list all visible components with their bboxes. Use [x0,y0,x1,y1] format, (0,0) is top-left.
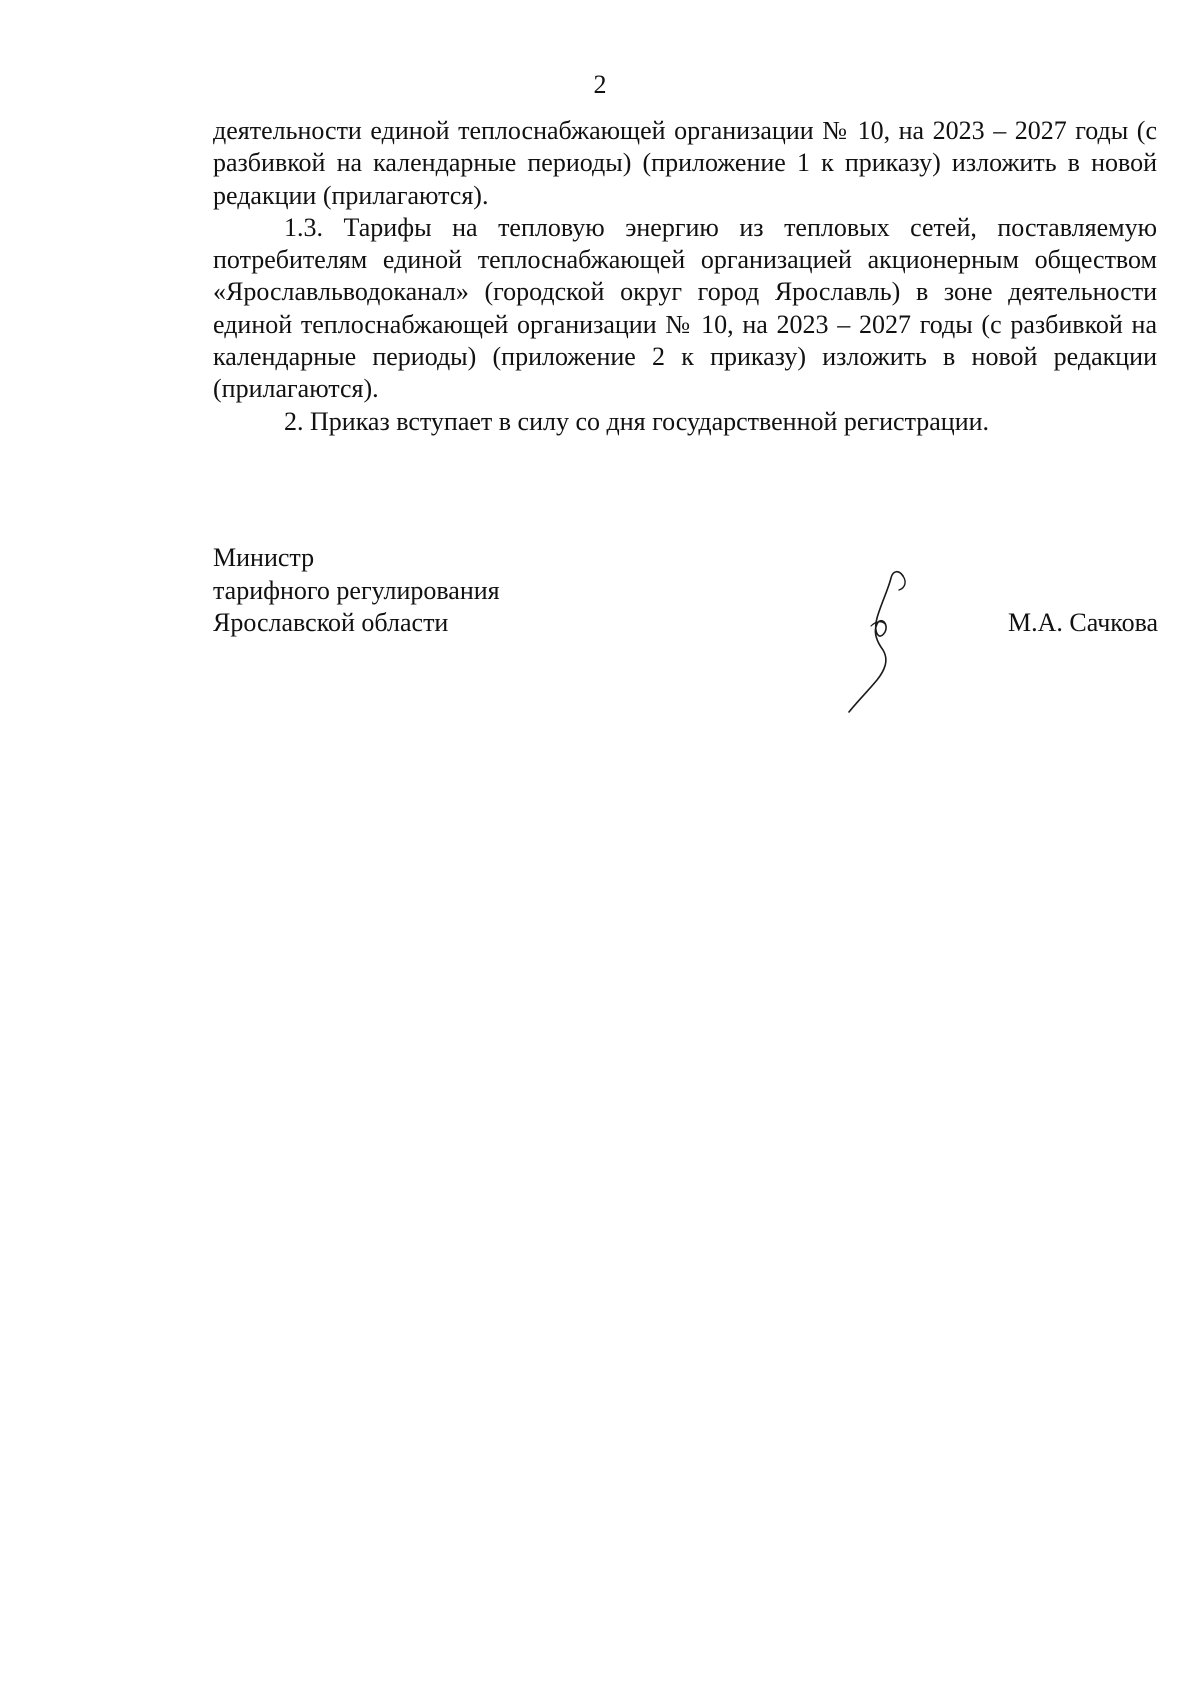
signer-name: М.А. Сачкова [1008,608,1159,637]
document-body [213,115,1157,438]
position-line-2: тарифного регулирования [213,575,500,605]
page-number: 2 [593,70,607,99]
signature-position-block [213,542,500,640]
paragraph-continuation: деятельности единой теплоснабжающей организации № 10, на 2023 – 2027 годы (с разбивкой на календарные периоды) (приложение 1 к приказу) изложить в новой редакции (прилагаются). [213,116,1157,210]
paragraph-item-1-3: 1.3. Тарифы на тепловую энергию из тепловых сетей, поставляемую потребителям единой теплоснабжающей организацией акционерным обществом «Ярославльводоканал» (городской округ город Ярославль) в зоне деятельности единой теплоснабжающей организации № 10, на 2023 – 2027 годы (с разбивкой на календарные периоды) (приложение 2 к приказу) изложить в новой редакции (прилагаются). [213,212,1157,404]
paragraph-item-2: 2. Приказ вступает в силу со дня государственной регистрации. [284,406,990,436]
position-line-3: Ярославской области [213,608,449,637]
position-line-1: Министр [213,543,315,572]
handwritten-signature-icon [815,560,925,720]
